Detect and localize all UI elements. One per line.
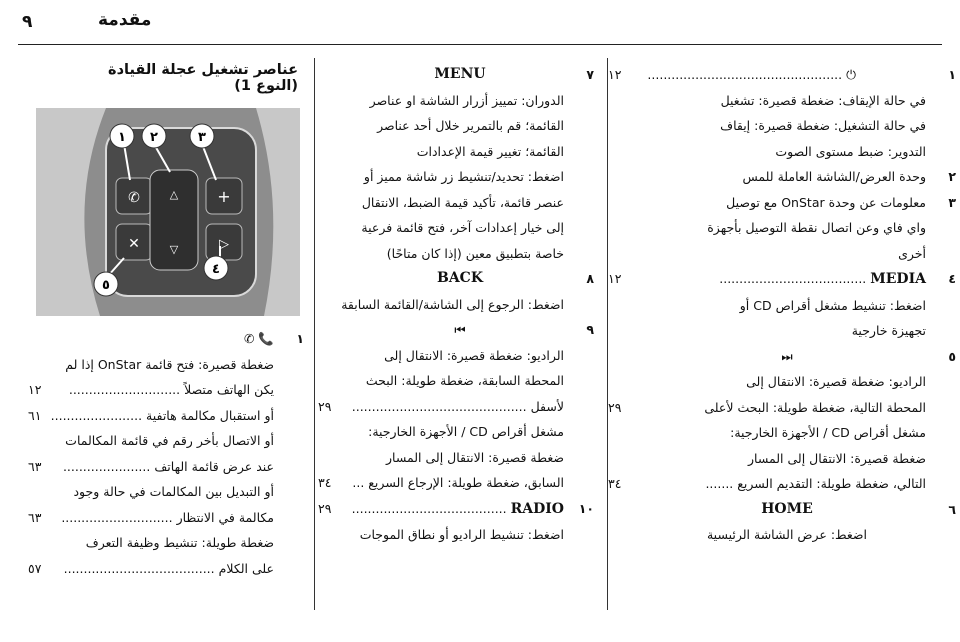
- entry-text: على الكلام: [218, 560, 274, 576]
- page-ref: ٦٣: [28, 509, 42, 525]
- callout-label-5: ٥: [102, 278, 110, 293]
- entry-8: [341, 266, 594, 317]
- next-track-icon: ⏭: [781, 348, 793, 364]
- entry-number: ١: [948, 67, 956, 82]
- entry-number: ٢: [948, 169, 956, 184]
- callout-label-4: ٤: [212, 262, 220, 277]
- page-ref: ٣٤: [608, 476, 622, 491]
- entry-text: وحدة العرض/الشاشة العاملة للمس: [742, 169, 926, 184]
- page-ref: ٢٩: [608, 399, 622, 415]
- entry-number: ١٠: [578, 500, 594, 516]
- entry-number: ٩: [586, 322, 594, 337]
- entry-text: مشغل أقراص CD / الأجهزة الخارجية:: [368, 424, 564, 439]
- column-divider-left: [314, 58, 315, 610]
- phone-icons: 📞 ✆: [243, 331, 274, 346]
- back-label: BACK: [436, 270, 483, 286]
- entry-number: ٦: [948, 501, 956, 517]
- entry-text: المحطة التالية، ضغطة طويلة: البحث لأعلى: [704, 399, 926, 415]
- entry-text: لأسفل: [530, 398, 564, 414]
- page-ref: ٦١: [28, 407, 42, 423]
- callout-label-2: ٢: [150, 130, 158, 145]
- entry-text: ضغطة طويلة: تنشيط وظيفة التعرف: [85, 535, 274, 550]
- entry-10: [318, 496, 594, 548]
- entry-number: ٨: [586, 271, 594, 286]
- column-middle: [318, 62, 594, 548]
- entry-text: مكالمة في الانتظار: [176, 509, 274, 525]
- entry-number: ١: [296, 331, 304, 346]
- entry-text: عنصر قائمة، تأكيد قيمة الضبط، الانتقال: [361, 194, 564, 210]
- left-entry-1: [28, 326, 304, 581]
- page-ref: ٢٩: [318, 500, 332, 516]
- page-ref: ٣٤: [318, 475, 332, 490]
- leader-dots: ............................: [61, 509, 173, 525]
- entry-6: [648, 497, 956, 548]
- entry-text: اضغط: تنشيط مشغل أقراص CD أو: [739, 297, 926, 313]
- callout-label-3: ٣: [198, 130, 206, 145]
- page-ref: ١٢: [608, 271, 622, 286]
- entry-text: التالي، ضغطة طويلة: التقديم السريع .......: [705, 476, 926, 491]
- entry-text: اضغط: تنشيط الراديو أو نطاق الموجات: [359, 527, 564, 542]
- entry-text: عند عرض قائمة الهاتف: [154, 458, 274, 474]
- entry-text: ضغطة قصيرة: الانتقال إلى المسار: [747, 450, 926, 466]
- menu-label: MENU: [434, 66, 486, 82]
- column-right: [608, 62, 956, 548]
- leader-dots: .......................................: [351, 500, 507, 516]
- down-arrow-icon: ▽: [169, 243, 179, 256]
- entry-text: ضغطة قصيرة: فتح قائمة OnStar إذا لم: [65, 356, 274, 372]
- entry-text: في حالة الإيقاف: ضغطة قصيرة: تشغيل: [720, 92, 926, 108]
- entry-number: ٥: [948, 348, 956, 364]
- entry-text: أو التبديل بين المكالمات في حالة وجود: [73, 484, 274, 499]
- entry-2: [648, 164, 956, 190]
- section-title: عناصر تشغيل عجلة القيادة (النوع 1): [108, 62, 298, 94]
- entry-7: [356, 62, 594, 266]
- header-rule: [18, 44, 942, 45]
- leader-dots: ............................................: [351, 398, 527, 414]
- column-left: [28, 326, 304, 581]
- entry-text: الراديو: ضغطة قصيرة: الانتقال إلى: [384, 347, 564, 363]
- leader-dots: .................................................: [647, 67, 843, 82]
- entry-text: أخرى: [898, 245, 926, 261]
- page-ref: ١٢: [28, 382, 42, 397]
- page-ref: ٦٣: [28, 458, 42, 474]
- home-label: HOME: [761, 500, 813, 517]
- previous-track-icon: ⏮: [454, 322, 466, 337]
- chapter-title: مقدمة: [98, 10, 152, 30]
- entry-text: اضغط: عرض الشاشة الرئيسية: [706, 527, 868, 542]
- entry-text: واي فاي وعن اتصال نقطة التوصيل بأجهزة: [707, 220, 926, 235]
- entry-text: القائمة؛ تغيير قيمة الإعدادات: [416, 143, 564, 159]
- entry-text: اضغط: الرجوع إلى الشاشة/القائمة السابقة: [341, 296, 564, 312]
- callout-label-1: ١: [118, 130, 126, 145]
- entry-1: [608, 62, 956, 164]
- page-number: ٩: [22, 12, 33, 32]
- page-ref: ٥٧: [28, 560, 42, 576]
- column-divider-right: [607, 58, 608, 610]
- mute-icon: ✕: [128, 236, 140, 252]
- page-ref: ١٢: [608, 67, 622, 82]
- source-icon: ▷: [219, 237, 229, 252]
- entry-text: التدوير: ضبط مستوى الصوت: [775, 143, 926, 159]
- entry-5: [608, 344, 956, 497]
- entry-number: ٧: [586, 67, 594, 82]
- entry-text: المحطة السابقة، ضغطة طويلة: البحث: [365, 373, 564, 388]
- leader-dots: ............................: [68, 382, 181, 397]
- entry-3: [648, 190, 956, 267]
- entry-text: الراديو: ضغطة قصيرة: الانتقال إلى: [746, 374, 926, 389]
- entry-text: ضغطة قصيرة: الانتقال إلى المسار: [385, 449, 564, 465]
- leader-dots: ......................: [62, 458, 151, 474]
- entry-text: اضغط: تحديد/تنشيط زر شاشة مميز أو: [363, 169, 564, 184]
- leader-dots: ......................................: [63, 560, 215, 576]
- entry-text: القائمة؛ قم بالتمرير خلال أحد عناصر: [377, 118, 564, 133]
- plus-icon: +: [217, 187, 231, 206]
- entry-number: ٣: [948, 194, 956, 210]
- entry-text: إلى خيار إعدادات آخر، فتح قائمة فرعية: [361, 220, 564, 235]
- entry-text: في حالة التشغيل: ضغطة قصيرة: إيقاف: [720, 118, 926, 133]
- phone-icon: ✆: [128, 190, 140, 206]
- entry-text: تجهيزة خارجية: [851, 323, 926, 338]
- page-ref: ٢٩: [318, 398, 332, 414]
- power-icon: ⏻: [846, 67, 856, 82]
- entry-text: يكن الهاتف متصلاً: [184, 382, 274, 397]
- entry-text: الدوران: تمييز أزرار الشاشة او عناصر: [369, 92, 564, 108]
- entry-4: [608, 266, 956, 344]
- entry-text: معلومات عن وحدة OnStar مع توصيل: [726, 194, 926, 210]
- radio-label: RADIO: [510, 500, 564, 517]
- up-arrow-icon: △: [169, 188, 179, 201]
- steering-wheel-illustration: [36, 108, 300, 316]
- entry-text: مشغل أقراص CD / الأجهزة الخارجية:: [730, 425, 926, 440]
- entry-number: ٤: [948, 271, 956, 286]
- entry-text: السابق، ضغطة طويلة: الإرجاع السريع ...: [352, 475, 564, 490]
- entry-text: أو الاتصال بأخر رقم في قائمة المكالمات: [65, 433, 274, 448]
- media-label: MEDIA: [870, 271, 926, 287]
- entry-text: خاصة بتطبيق معين (إذا كان متاحًا): [386, 245, 564, 261]
- entry-text: أو استقبال مكالمة هاتفية: [146, 407, 274, 423]
- leader-dots: .......................: [50, 407, 143, 423]
- entry-9: [318, 317, 594, 496]
- leader-dots: .....................................: [719, 271, 867, 286]
